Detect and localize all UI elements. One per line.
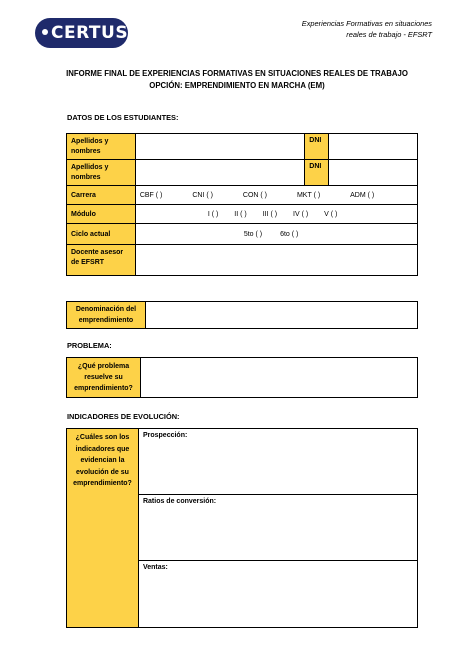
career-options bbox=[135, 186, 417, 205]
module-option-iv[interactable]: IV ( ) bbox=[293, 210, 309, 218]
document-title bbox=[40, 68, 434, 92]
indicators-section-title: INDICADORES DE EVOLUCIÓN: bbox=[67, 412, 180, 421]
advisor-label: Docente asesor de EFSRT bbox=[67, 245, 136, 276]
certus-logo bbox=[35, 18, 128, 48]
name-label-2: Apellidos y nombres bbox=[67, 160, 136, 186]
dni-label-1: DNI bbox=[305, 134, 329, 160]
module-option-v[interactable]: V ( ) bbox=[324, 210, 338, 218]
indicator-prospeccion[interactable] bbox=[138, 429, 417, 495]
career-option-cni[interactable]: CNI ( ) bbox=[192, 191, 213, 199]
problem-section-title: PROBLEMA: bbox=[67, 341, 112, 350]
module-label: Módulo bbox=[67, 205, 136, 224]
career-option-con[interactable]: CON ( ) bbox=[242, 191, 268, 199]
cycle-label: Ciclo actual bbox=[67, 224, 136, 245]
module-option-iii[interactable]: III ( ) bbox=[262, 210, 278, 218]
indicators-question: ¿Cuáles son los indicadores que evidencian la evolución de su emprendimiento? bbox=[67, 429, 139, 628]
header-note bbox=[252, 18, 432, 40]
module-options bbox=[135, 205, 417, 224]
indicator-ventas-label: Ventas: bbox=[142, 564, 168, 571]
header-note-line2: reales de trabajo - EFSRT bbox=[346, 30, 432, 39]
dni-label-2: DNI bbox=[305, 160, 329, 186]
students-table bbox=[66, 133, 418, 276]
title-line1: INFORME FINAL DE EXPERIENCIAS FORMATIVAS EN SITUACIONES REALES DE TRABAJO bbox=[66, 69, 408, 78]
problem-question: ¿Qué problema resuelve su emprendimiento? bbox=[67, 358, 141, 398]
indicator-ratios-label: Ratios de conversión: bbox=[142, 498, 217, 505]
career-option-mkt[interactable]: MKT ( ) bbox=[296, 191, 321, 199]
advisor-field[interactable] bbox=[135, 245, 417, 276]
problem-field[interactable] bbox=[140, 358, 417, 398]
indicator-ratios[interactable] bbox=[138, 495, 417, 561]
name-label-1: Apellidos y nombres bbox=[67, 134, 136, 160]
venture-label: Denominación del emprendimiento bbox=[67, 302, 146, 329]
cycle-options bbox=[135, 224, 417, 245]
career-option-cbf[interactable]: CBF ( ) bbox=[139, 191, 163, 199]
dni-field-2[interactable] bbox=[329, 160, 418, 186]
logo-text: CERTUS bbox=[51, 23, 129, 43]
career-label: Carrera bbox=[67, 186, 136, 205]
venture-table bbox=[66, 301, 418, 329]
cycle-option-6to[interactable]: 6to ( ) bbox=[280, 230, 299, 238]
venture-field[interactable] bbox=[145, 302, 417, 329]
logo-dot-icon bbox=[42, 29, 48, 35]
indicator-ventas[interactable] bbox=[138, 561, 417, 628]
students-section-title: DATOS DE LOS ESTUDIANTES: bbox=[67, 113, 179, 122]
name-field-1[interactable] bbox=[135, 134, 304, 160]
cycle-option-5to[interactable]: 5to ( ) bbox=[243, 230, 263, 238]
name-field-2[interactable] bbox=[135, 160, 304, 186]
problem-table bbox=[66, 357, 418, 398]
indicators-table bbox=[66, 428, 418, 628]
dni-field-1[interactable] bbox=[329, 134, 418, 160]
module-option-i[interactable]: I ( ) bbox=[207, 210, 219, 218]
header-note-line1: Experiencias Formativas en situaciones bbox=[301, 19, 432, 28]
indicator-prospeccion-label: Prospección: bbox=[142, 432, 188, 439]
career-option-adm[interactable]: ADM ( ) bbox=[350, 191, 375, 199]
module-option-ii[interactable]: II ( ) bbox=[234, 210, 247, 218]
title-line2: OPCIÓN: EMPRENDIMIENTO EN MARCHA (EM) bbox=[149, 81, 325, 90]
